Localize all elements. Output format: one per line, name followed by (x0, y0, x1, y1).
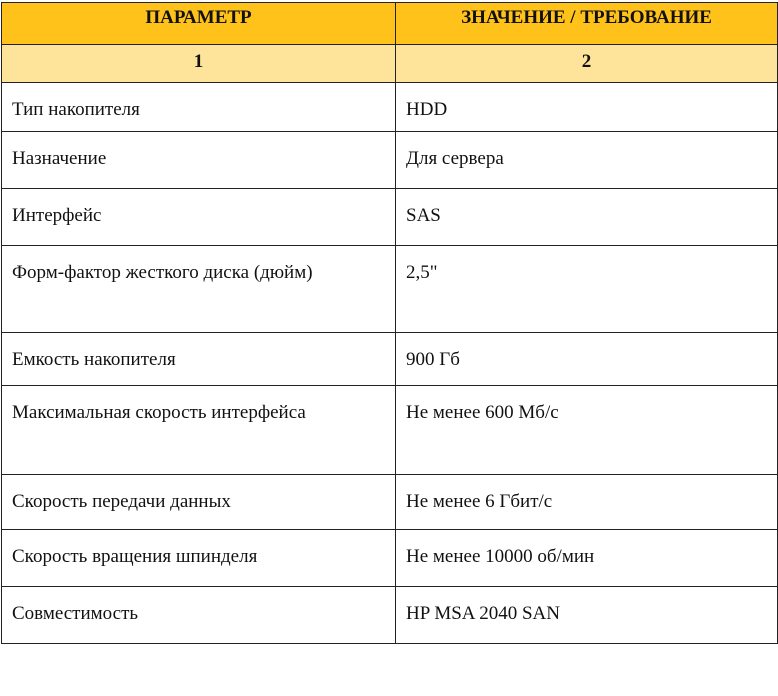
parameter-cell: Интерфейс (2, 189, 396, 246)
table-row (2, 530, 778, 587)
table-row (2, 189, 778, 246)
parameter-cell: Тип накопителя (2, 83, 396, 132)
table-row (2, 333, 778, 386)
table-row (2, 587, 778, 644)
parameter-cell: Емкость накопителя (2, 333, 396, 386)
header-value: ЗНАЧЕНИЕ / ТРЕБОВАНИЕ (396, 3, 778, 45)
value-cell: Не менее 6 Гбит/с (396, 475, 778, 530)
spec-table (1, 2, 778, 644)
column-number-2: 2 (396, 45, 778, 83)
parameter-cell: Совместимость (2, 587, 396, 644)
value-cell: 900 Гб (396, 333, 778, 386)
value-cell: Не менее 600 Мб/с (396, 386, 778, 475)
parameter-cell: Назначение (2, 132, 396, 189)
parameter-cell: Скорость передачи данных (2, 475, 396, 530)
value-cell: Для сервера (396, 132, 778, 189)
value-cell: SAS (396, 189, 778, 246)
value-cell: 2,5" (396, 246, 778, 333)
table-row (2, 132, 778, 189)
parameter-cell: Форм-фактор жесткого диска (дюйм) (2, 246, 396, 333)
table-row (2, 83, 778, 132)
table-row (2, 475, 778, 530)
value-cell: HDD (396, 83, 778, 132)
column-number-row (2, 45, 778, 83)
column-number-1: 1 (2, 45, 396, 83)
value-cell: Не менее 10000 об/мин (396, 530, 778, 587)
value-cell: HP MSA 2040 SAN (396, 587, 778, 644)
parameter-cell: Максимальная скорость интерфейса (2, 386, 396, 475)
table-row (2, 386, 778, 475)
header-row (2, 3, 778, 45)
parameter-cell: Скорость вращения шпинделя (2, 530, 396, 587)
header-parameter: ПАРАМЕТР (2, 3, 396, 45)
table-row (2, 246, 778, 333)
